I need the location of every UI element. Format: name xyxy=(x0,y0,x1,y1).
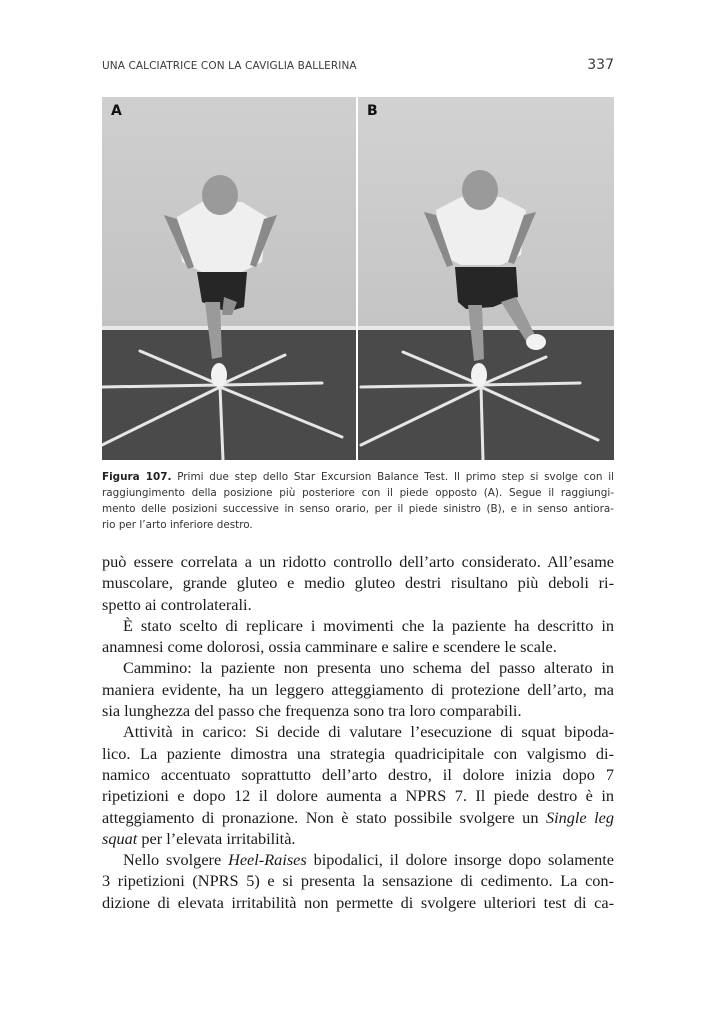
caption-label: Figura 107. xyxy=(102,471,172,483)
text-run: Nello svolgere xyxy=(123,850,229,870)
text-line: muscolare, grande gluteo e medio gluteo destri risultano più deboli ri- xyxy=(102,573,614,593)
text-line: maniera evidente, ha un leggero atteggiamento di protezione dell’arto, ma xyxy=(102,679,614,699)
photo-star-excursion-a xyxy=(102,97,356,460)
body-text xyxy=(102,551,614,913)
text-line: namico accentuato soprattutto dell’arto destro, il dolore inizia dopo 7 xyxy=(102,764,614,784)
running-title: UNA CALCIATRICE CON LA CAVIGLIA BALLERINA xyxy=(102,60,357,72)
running-head xyxy=(102,57,614,77)
caption-line: mento delle posizioni successive in senso orario, per il piede sinistro (B), e in senso antiora- xyxy=(102,503,614,515)
text-line xyxy=(102,849,614,870)
text-run: per l’elevata irritabilità. xyxy=(137,828,296,848)
paragraph xyxy=(102,849,614,913)
text-line: ripetizioni e dopo 12 il dolore aumenta a NPRS 7. Il piede destro è in xyxy=(102,786,614,806)
text-line: può essere correlata a un ridotto controllo dell’arto considerato. All’esame xyxy=(102,552,614,571)
text-line: lico. La paziente dimostra una strategia quadricipitale con valgismo di- xyxy=(102,743,614,763)
panel-label-b: B xyxy=(367,103,378,119)
figure-caption xyxy=(102,469,614,533)
text-run: bipodalici, il dolore insorge dopo solamente xyxy=(306,850,615,870)
figure-panel-a xyxy=(102,97,356,460)
text-line: Cammino: la paziente non presenta uno schema del passo alterato in xyxy=(123,658,614,678)
paragraph xyxy=(102,551,614,615)
italic-term: Single leg xyxy=(545,807,615,827)
caption-line: raggiungimento della posizione più posteriore con il piede opposto (A). Segue il raggiungi- xyxy=(102,487,614,499)
caption-line: rio per l’arto inferiore destro. xyxy=(102,519,253,531)
figure-panel-b xyxy=(358,97,614,460)
italic-term: squat xyxy=(102,828,138,848)
paragraph xyxy=(102,615,614,658)
text-line: spetto ai controlaterali. xyxy=(102,594,252,614)
text-line: Attività in carico: Si decide di valutare l’esecuzione di squat bipoda- xyxy=(123,722,614,742)
paragraph xyxy=(102,721,614,849)
caption-line: Primi due step dello Star Excursion Balance Test. Il primo step si svolge con il xyxy=(177,471,614,483)
text-run: atteggiamento di pronazione. Non è stato possibile svolgere un xyxy=(102,807,546,827)
panel-label-a: A xyxy=(111,103,122,119)
text-line: È stato scelto di replicare i movimenti che la paziente ha descritto in xyxy=(123,615,614,635)
photo-star-excursion-b xyxy=(358,97,614,460)
text-line: dizione di elevata irritabilità non permette di svolgere ulteriori test di ca- xyxy=(102,892,614,912)
figure-107 xyxy=(102,97,614,460)
text-line xyxy=(102,828,614,849)
text-line xyxy=(102,807,614,828)
text-line: 3 ripetizioni (NPRS 5) e si presenta la sensazione di cedimento. La con- xyxy=(102,871,614,891)
page-number: 337 xyxy=(587,57,614,73)
text-line: anamnesi come dolorosi, ossia camminare e salire e scendere le scale. xyxy=(102,637,557,657)
paragraph xyxy=(102,657,614,721)
text-line: sia lunghezza del passo che frequenza sono tra loro comparabili. xyxy=(102,701,522,721)
italic-term: Heel-Raises xyxy=(228,850,307,870)
